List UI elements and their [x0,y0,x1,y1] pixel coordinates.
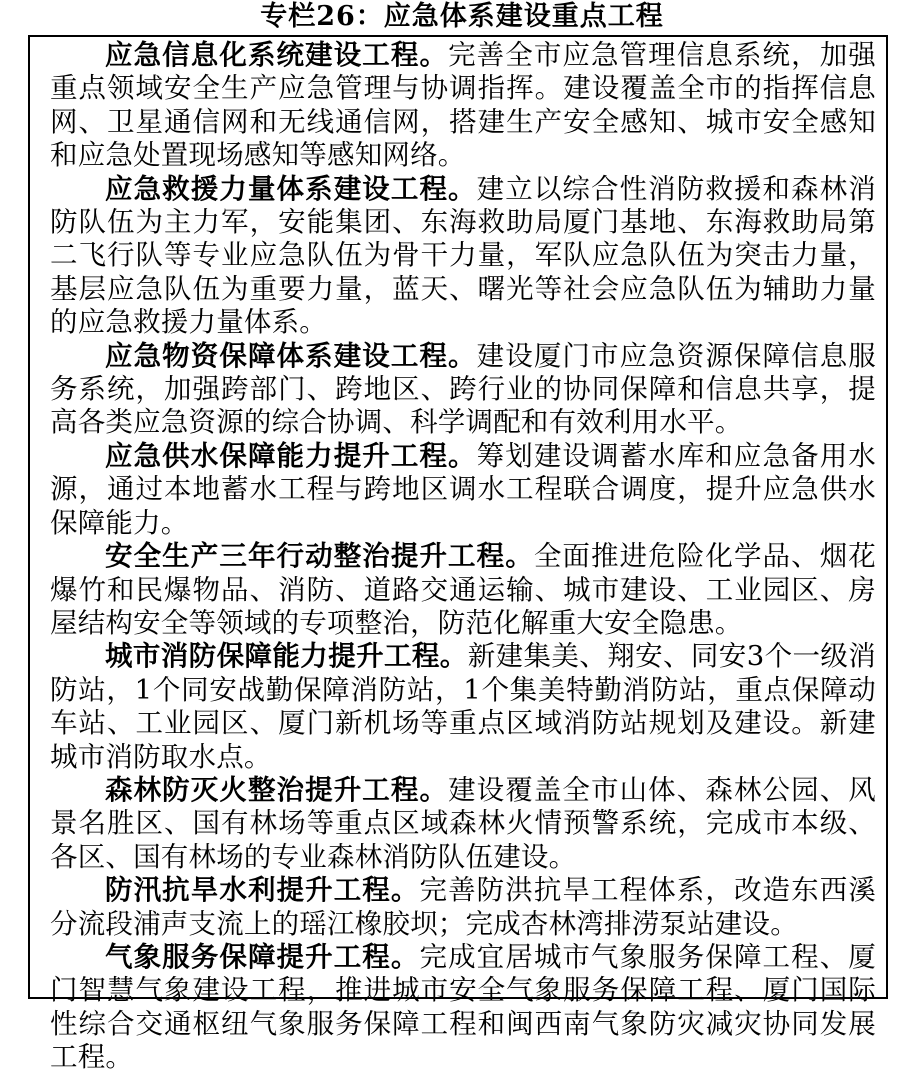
project-body-7: 建设覆盖全市山体、森林公园、风景名胜区、国有林场等重点区域森林火情预警系统，完成市本级、各区、国有林场的专业森林消防队伍建设。 [50,773,876,873]
project-body-1: 完善全市应急管理信息系统，加强重点领域安全生产应急管理与协调指挥。建设覆盖全市的指挥信息网、卫星通信网和无线通信网，搭建生产安全感知、城市安全感知和应急处置现场感知等感知网络。 [50,39,876,172]
project-paragraph-9 [50,941,876,1075]
project-body-8: 完善防洪抗旱工程体系，改造东西溪分流段浦声支流上的瑶江橡胶坝；完成杏林湾排涝泵站建设。 [50,874,877,940]
project-body-4: 筹划建设调蓄水库和应急备用水源，通过本地蓄水工程与跨地区调水工程联合调度，提升应急供水保障能力。 [50,439,876,539]
project-heading-8: 防汛抗旱水利提升工程。 [105,874,420,907]
project-body-3: 建设厦门市应急资源保障信息服务系统，加强跨部门、跨地区、跨行业的协同保障和信息共享，提高各类应急资源的综合协调、科学调配和有效利用水平。 [50,339,876,439]
project-paragraph-4 [50,440,876,540]
project-heading-3: 应急物资保障体系建设工程。 [105,339,477,372]
project-paragraph-5 [50,540,876,640]
project-heading-1: 应急信息化系统建设工程。 [105,39,449,71]
project-paragraph-8 [50,874,876,941]
project-heading-4: 应急供水保障能力提升工程。 [105,439,477,472]
project-heading-7: 森林防灭火整治提升工程。 [105,773,449,806]
project-heading-5: 安全生产三年行动整治提升工程。 [105,540,534,573]
project-body-9: 完成宜居城市气象服务保障工程、厦门智慧气象建设工程，推进城市安全气象服务保障工程、厦门国际性综合交通枢纽气象服务保障工程和闽西南气象防灾减灾协同发展工程。 [50,940,877,1074]
project-body-5: 全面推进危险化学品、烟花爆竹和民爆物品、消防、道路交通运输、城市建设、工业园区、房屋结构安全等领域的专项整治，防范化解重大安全隐患。 [50,540,876,639]
project-paragraph-7 [50,774,876,874]
column-box [28,35,888,1074]
project-body-2: 建立以综合性消防救援和森林消防队伍为主力军，安能集团、东海救助局厦门基地、东海救助局第二飞行队等专业应急队伍为骨干力量，军队应急队伍为突击力量，基层应急队伍为重要力量，蓝天、曙光等社会应急队伍为辅助力量的应急救援力量体系。 [50,172,876,339]
project-heading-6: 城市消防保障能力提升工程。 [105,640,468,673]
project-heading-9: 气象服务保障提升工程。 [105,940,420,973]
project-paragraph-6 [50,640,876,774]
project-heading-2: 应急救援力量体系建设工程。 [105,172,477,205]
column-title: 专栏26：应急体系建设重点工程 [260,1,664,32]
project-paragraph-3 [50,340,876,440]
project-body-6: 新建集美、翔安、同安3个一级消防站，1个同安战勤保障消防站，1个集美特勤消防站，重点保障动车站、工业园区、厦门新机场等重点区域消防站规划及建设。新建城市消防取水点。 [50,640,876,773]
project-paragraph-1 [50,39,876,173]
project-paragraph-2 [50,173,876,340]
